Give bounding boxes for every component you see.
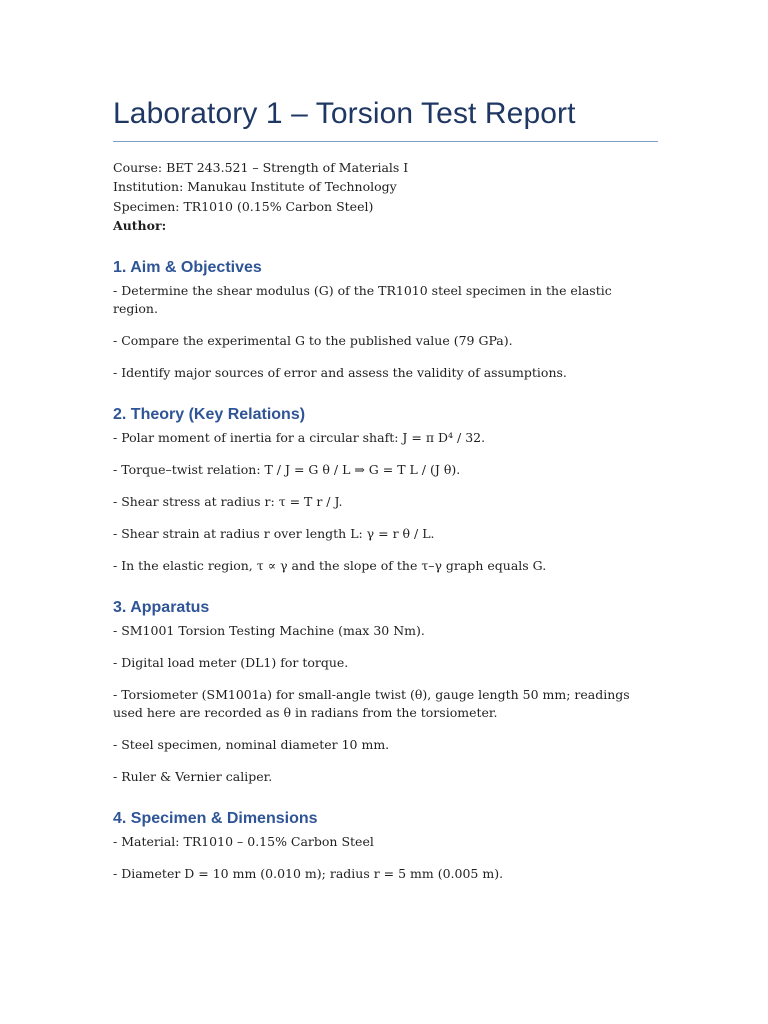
list-item: - Ruler & Vernier caliper. [113,769,273,785]
page-title: Laboratory 1 – Torsion Test Report [113,94,658,142]
section-specimen [113,808,658,883]
section-heading: 4. Specimen & Dimensions [113,810,318,828]
section-apparatus [113,597,658,786]
list-item: - Compare the experimental G to the published value (79 GPa). [113,333,513,349]
list-item: - Steel specimen, nominal diameter 10 mm. [113,737,390,753]
list-item: - In the elastic region, τ ∝ γ and the slope of the τ–γ graph equals G. [113,558,547,574]
list-item: - Determine the shear modulus (G) of the TR1010 steel specimen in the elastic region. [113,283,612,317]
section-aim [113,257,658,382]
section-heading: 2. Theory (Key Relations) [113,406,306,424]
institution-line: Institution: Manukau Institute of Technology [113,179,397,195]
specimen-line: Specimen: TR1010 (0.15% Carbon Steel) [113,198,374,214]
list-item: - Torque–twist relation: T / J = G θ / L ⇒ G = T L / (J θ). [113,462,461,478]
list-item: - Polar moment of inertia for a circular shaft: J = π D⁴ / 32. [113,430,486,446]
section-heading: 1. Aim & Objectives [113,259,262,277]
document-body [113,94,658,897]
section-heading: 3. Apparatus [113,599,210,617]
course-line: Course: BET 243.521 – Strength of Materials I [113,160,409,175]
list-item: - Shear stress at radius r: τ = T r / J. [113,494,343,510]
list-item: - Torsiometer (SM1001a) for small-angle twist (θ), gauge length 50 mm; readings used here are recorded as θ in radians from the torsiometer. [113,687,630,721]
list-item: - Shear strain at radius r over length L: γ = r θ / L. [113,526,435,542]
list-item: - Diameter D = 10 mm (0.010 m); radius r = 5 mm (0.005 m). [113,866,504,882]
list-item: - Identify major sources of error and assess the validity of assumptions. [113,365,567,381]
list-item: - SM1001 Torsion Testing Machine (max 30 Nm). [113,623,425,639]
section-theory [113,404,658,575]
author-line: Author: [113,217,167,233]
list-item: - Material: TR1010 – 0.15% Carbon Steel [113,834,374,850]
list-item: - Digital load meter (DL1) for torque. [113,655,349,671]
report-metadata [113,158,658,235]
